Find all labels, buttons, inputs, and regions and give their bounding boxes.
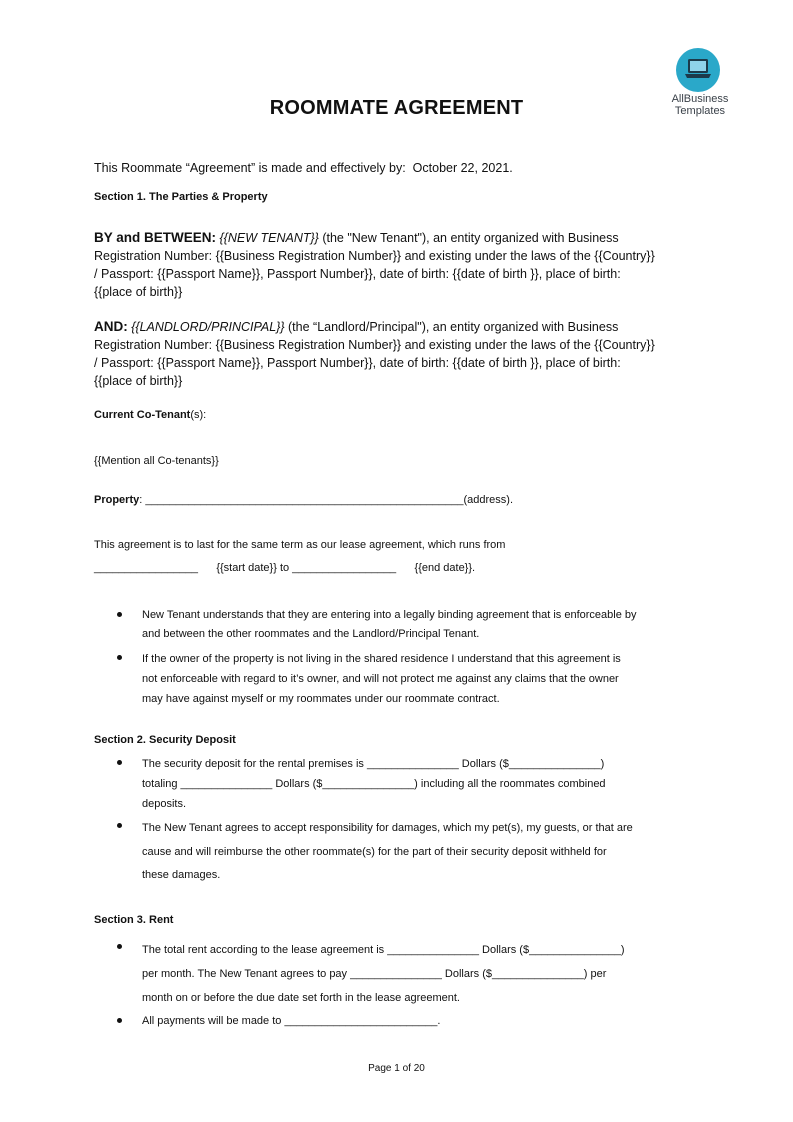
between-line-2: Registration Number: {{Business Registration Number}} and existing under the laws of the {{Country}}: [94, 249, 655, 263]
bullet-line: The New Tenant agrees to accept responsibility for damages, which my pet(s), my guests, or that are: [142, 822, 633, 834]
bullet-line: totaling _______________ Dollars ($_______________) including all the roommates combined: [142, 778, 606, 790]
bullet-line: All payments will be made to _________________________.: [142, 1015, 441, 1027]
bullet-dot: [117, 944, 122, 949]
and-line-4: {{place of birth}}: [94, 374, 183, 388]
laptop-icon: [676, 48, 720, 92]
between-lead: BY and BETWEEN:: [94, 230, 217, 245]
term-line-1: This agreement is to last for the same term as our lease agreement, which runs from: [94, 539, 506, 551]
bullet-line: deposits.: [142, 798, 187, 810]
intro-text: This Roommate “Agreement” is made and effectively by:: [94, 161, 406, 175]
cotenant-label: Current Co-Tenant: [94, 409, 191, 421]
bullet-line: The total rent according to the lease agreement is _______________ Dollars ($_______________): [142, 944, 625, 956]
between-line-1: (the "New Tenant"), an entity organized with Business: [318, 231, 619, 245]
list-item: [142, 817, 702, 888]
cotenant-label-line: [94, 409, 206, 421]
property-blank: : ____________________________________________________(address).: [139, 494, 513, 506]
and-lead: AND:: [94, 319, 128, 334]
page-number: Page 1 of 20: [368, 1063, 425, 1074]
landlord-placeholder: {{LANDLORD/PRINCIPAL}}: [131, 320, 285, 334]
section3-heading: Section 3. Rent: [94, 914, 174, 926]
between-line-3: / Passport: {{Passport Name}}, Passport Number}}, date of birth: {{date of birth }}, place of birth:: [94, 267, 621, 281]
bullet-line: If the owner of the property is not living in the shared residence I understand that this agreement is: [142, 653, 621, 665]
bullet-dot: [117, 760, 122, 765]
section2-heading: Section 2. Security Deposit: [94, 734, 236, 746]
logo-subtitle: Templates: [674, 105, 726, 117]
bullet-line: cause and will reimburse the other roommate(s) for the part of their security deposit withheld for: [142, 845, 607, 858]
bullet-line: not enforceable with regard to it’s owner, and will not protect me against any claims that the owner: [142, 673, 619, 685]
new-tenant-placeholder: {{NEW TENANT}}: [219, 231, 319, 245]
list-item: [142, 606, 702, 644]
bullet-line: these damages.: [142, 869, 221, 881]
property-line: [94, 494, 513, 506]
bullet-line: New Tenant understands that they are entering into a legally binding agreement that is enforceable by: [142, 609, 637, 621]
property-label: Property: [94, 494, 140, 506]
cotenant-suffix: (s):: [190, 409, 207, 421]
bullet-dot: [117, 1018, 122, 1023]
bullet-line: per month. The New Tenant agrees to pay _______________ Dollars ($_______________) per: [142, 968, 607, 980]
bullet-line: The security deposit for the rental premises is _______________ Dollars ($_______________): [142, 758, 605, 770]
bullet-dot: [117, 612, 122, 617]
section1-heading: Section 1. The Parties & Property: [94, 191, 268, 203]
bullet-line: month on or before the due date set forth in the lease agreement.: [142, 992, 460, 1004]
list-item: [142, 754, 702, 814]
document-title: ROOMMATE AGREEMENT: [269, 97, 524, 119]
list-item: [142, 938, 702, 1010]
list-item: [142, 649, 702, 709]
intro-date: October 22, 2021.: [412, 161, 513, 175]
between-line-4: {{place of birth}}: [94, 285, 183, 299]
intro-line: [94, 161, 513, 175]
and-line-2: Registration Number: {{Business Registration Number}} and existing under the laws of the {{Country}}: [94, 338, 655, 352]
bullet-line: may have against myself or my roommates under our roommate contract.: [142, 693, 500, 705]
term-line-2: _________________ {{start date}} to _________________ {{end date}}.: [94, 562, 476, 574]
cotenant-value: {{Mention all Co-tenants}}: [94, 455, 219, 467]
bullet-dot: [117, 823, 122, 828]
and-line-3: / Passport: {{Passport Name}}, Passport Number}}, date of birth: {{date of birth }}, place of birth:: [94, 356, 621, 370]
logo-brand: AllBusiness: [671, 93, 729, 105]
bullet-line: and between the other roommates and the Landlord/Principal Tenant.: [142, 628, 480, 640]
bullet-dot: [117, 655, 122, 660]
list-item: [142, 1012, 702, 1031]
and-line-1: (the “Landlord/Principal"), an entity organized with Business: [284, 320, 619, 334]
